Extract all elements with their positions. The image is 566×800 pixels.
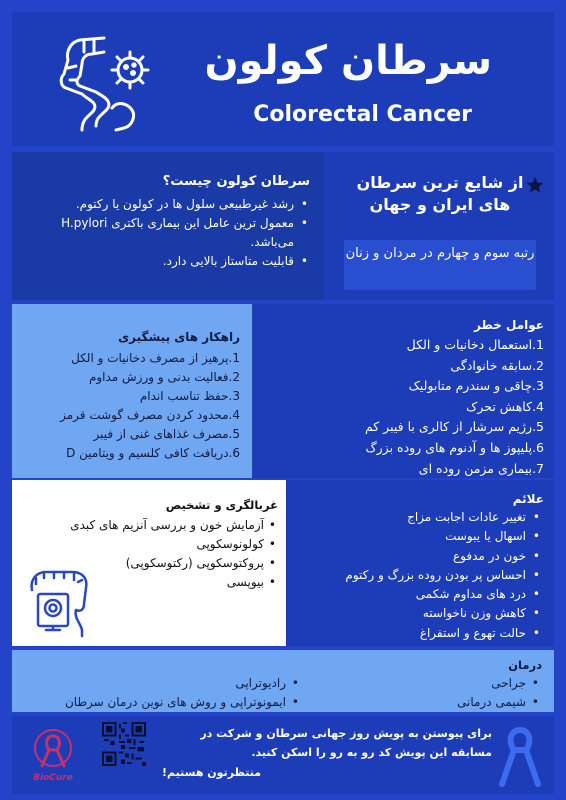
list-item: • حالت تهوع و استفراغ [292,624,544,643]
screening-heading: غربالگری و تشخیص [165,498,278,512]
list-item: • رشد غیرطبیعی سلول ها در کولون یا رکتوم. [22,195,310,214]
list-item: 1.پرهیز از مصرف دخانیات و الکل [71,351,240,365]
list-item: 6.پلیپوز ها و آدنوم های روده بزرگ [365,439,544,455]
symptoms-section [286,480,554,646]
symptoms-heading: علائم [512,492,544,506]
list-item: • شیمی درمانی [302,693,542,712]
list-item: 2.سابقه خانوادگی [450,357,544,373]
list-item: • جراحی [302,674,542,693]
list-item: 1.استعمال دخانیات و الکل [406,337,544,352]
list-item: • احساس پر بودن روده بزرگ و رکتوم [292,566,544,585]
list-item: 6.دریافت کافی کلسیم و ویتامین D [66,446,240,460]
treatment-section [12,650,554,712]
common-section [324,152,554,300]
list-item: • تغییر عادات اجابت مزاج [292,508,544,527]
ribbon-logo-icon [30,726,76,784]
page-subtitle: Colorectal Cancer [253,102,472,127]
list-item: • قابلیت متاستاز بالایی دارد. [22,252,310,271]
list-item: 3.چاقی و سندرم متابولیک [408,378,544,394]
footer [12,716,554,794]
list-item: • رادیوتراپی [22,674,302,693]
treatment-heading: درمان [508,658,542,672]
list-item: 5.مصرف غذاهای غنی از فیبر [93,427,240,441]
list-item: • پروکتوسکوپی (رکتوسکوپی) [18,554,278,573]
list-item: • کولونوسکوپی [18,535,278,554]
page-title: سرطان کولون [204,38,492,84]
list-item: 4.کاهش تحرک [466,398,544,414]
footer-text: برای پیوستن به پویش روز جهانی سرطان و شرکت در مسابقه این پویش کد رو به رو را اسکن کنید. [200,727,492,759]
risk-heading: عوامل خطر [474,318,544,332]
qr-code-icon[interactable] [102,722,146,766]
list-item: • بیوپسی [18,573,278,592]
list-item: • کاهش وزن ناخواسته [292,604,544,623]
svg-text:BioCure: BioCure [33,773,73,783]
intestine-magnifier-icon [24,560,94,640]
list-item: • معمول ترین عامل این بیماری باکتری H.pylori می‌باشد. [22,214,310,252]
risk-section [252,304,554,478]
prevention-heading: راهکار های پیشگیری [118,330,240,344]
list-item: 4.محدود کردن مصرف گوشت قرمز [60,408,240,422]
prevention-section [12,304,252,478]
header [12,12,554,146]
awareness-ribbon-icon [496,724,544,790]
list-item: • ایمونوتراپی و روش های نوین درمان سرطان [22,693,302,712]
list-item: • درد های مداوم شکمی [292,585,544,604]
footer-wait: منتظرتون هستیم! [162,766,262,779]
list-item: • آزمایش خون و بررسی آنزیم های کبدی [18,516,278,535]
common-title: از شایع ترین سرطان های ایران و جهان [356,173,524,214]
rank-text: رتبه سوم و چهارم در مردان و زنان [344,240,536,290]
colon-virus-icon [52,30,162,140]
list-item: • اسهال یا یبوست [292,527,544,546]
list-item: 2.فعالیت بدنی و ورزش مداوم [88,370,240,384]
list-item: 7.بیماری مزمن روده ای [418,460,544,476]
what-is-heading: سرطان کولون چیست؟ [162,174,310,189]
list-item: 3.حفظ تناسب اندام [139,389,240,403]
what-is-section [12,152,324,300]
list-item: • خون در مدفوع [292,547,544,566]
list-item: 5.رژیم سرشار از کالری با فیبر کم [364,419,544,435]
